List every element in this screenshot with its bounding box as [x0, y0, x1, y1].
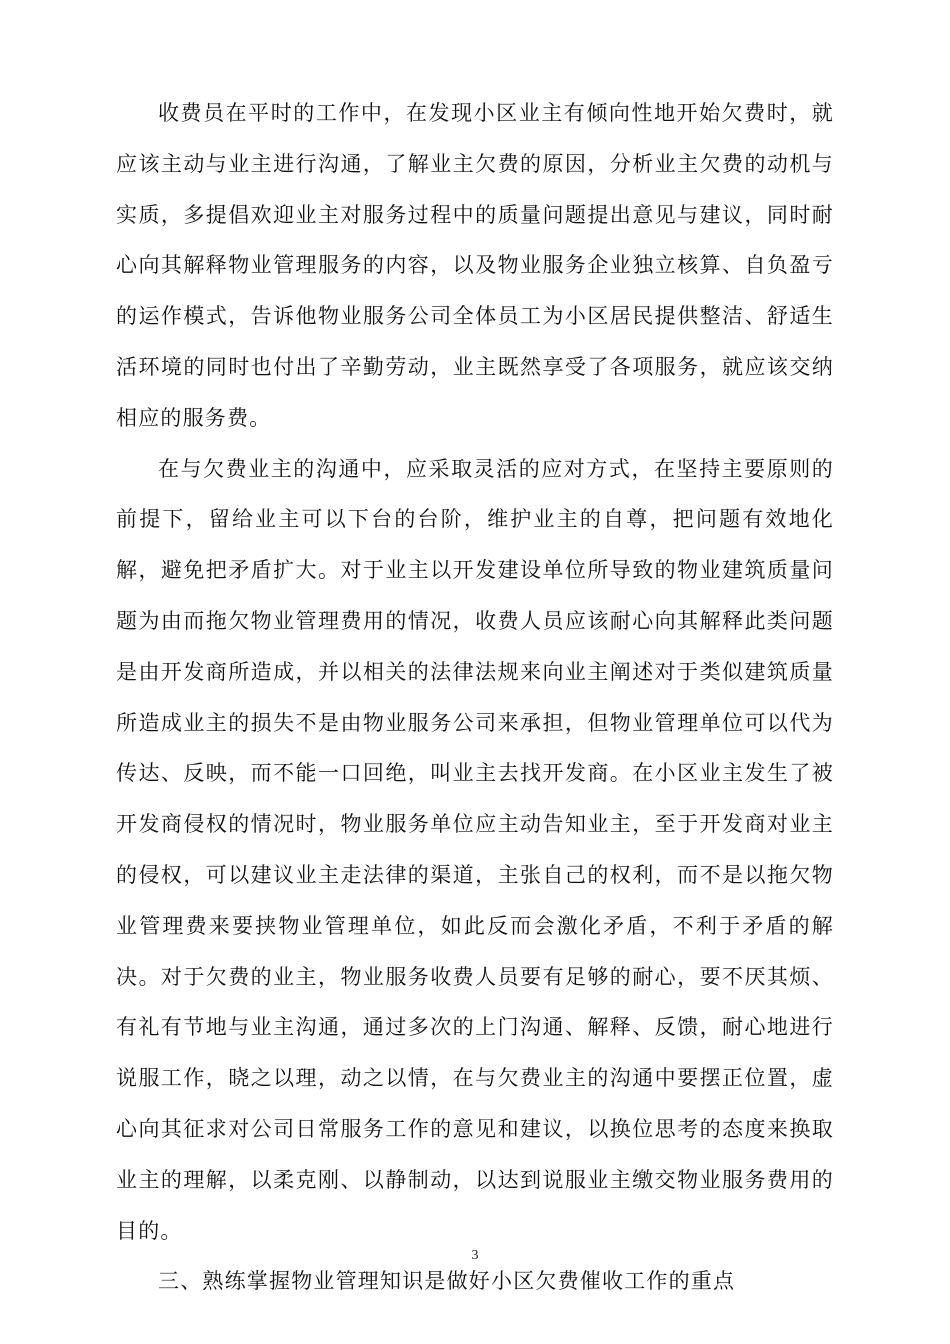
document-body — [116, 88, 834, 1307]
page-number: 3 — [471, 1248, 479, 1263]
section-heading: 三、熟练掌握物业管理知识是做好小区欠费催收工作的重点 — [158, 1269, 736, 1294]
paragraph-flexible-approach: 在与欠费业主的沟通中，应采取灵活的应对方式，在坚持主要原则的前提下，留给业主可以下台的台阶，维护业主的自尊，把问题有效地化解，避免把矛盾扩大。对于业主以开发建设单位所导致的物业建筑质量问题为由而拖欠物业管理费用的情况，收费人员应该耐心向其解释此类问题是由开发商所造成，并以相关的法律法规来向业主阐述对于类似建筑质量所造成业主的损失不是由物业服务公司来承担，但物业管理单位可以代为传达、反映，而不能一口回绝，叫业主去找开发商。在小区业主发生了被开发商侵权的情况时，物业服务单位应主动告知业主，至于开发商对业主的侵权，可以建议业主走法律的渠道，主张自己的权利，而不是以拖欠物业管理费来要挟物业管理单位，如此反而会激化矛盾，不利于矛盾的解决。对于欠费的业主，物业服务收费人员要有足够的耐心，要不厌其烦、有礼有节地与业主沟通，通过多次的上门沟通、解释、反馈，耐心地进行说服工作，晓之以理，动之以情，在与欠费业主的沟通中要摆正位置，虚心向其征求对公司日常服务工作的意见和建议，以换位思考的态度来换取业主的理解，以柔克刚、以静制动，以达到说服业主缴交物业服务费用的目的。 — [116, 456, 834, 1243]
paragraph-collection-communication: 收费员在平时的工作中，在发现小区业主有倾向性地开始欠费时，就应该主动与业主进行沟通，了解业主欠费的原因，分析业主欠费的动机与实质，多提倡欢迎业主对服务过程中的质量问题提出意见与建议，同时耐心向其解释物业管理服务的内容，以及物业服务企业独立核算、自负盈亏的运作模式，告诉他物业服务公司全体员工为小区居民提供整洁、舒适生活环境的同时也付出了辛勤劳动，业主既然享受了各项服务，就应该交纳相应的服务费。 — [116, 101, 834, 430]
